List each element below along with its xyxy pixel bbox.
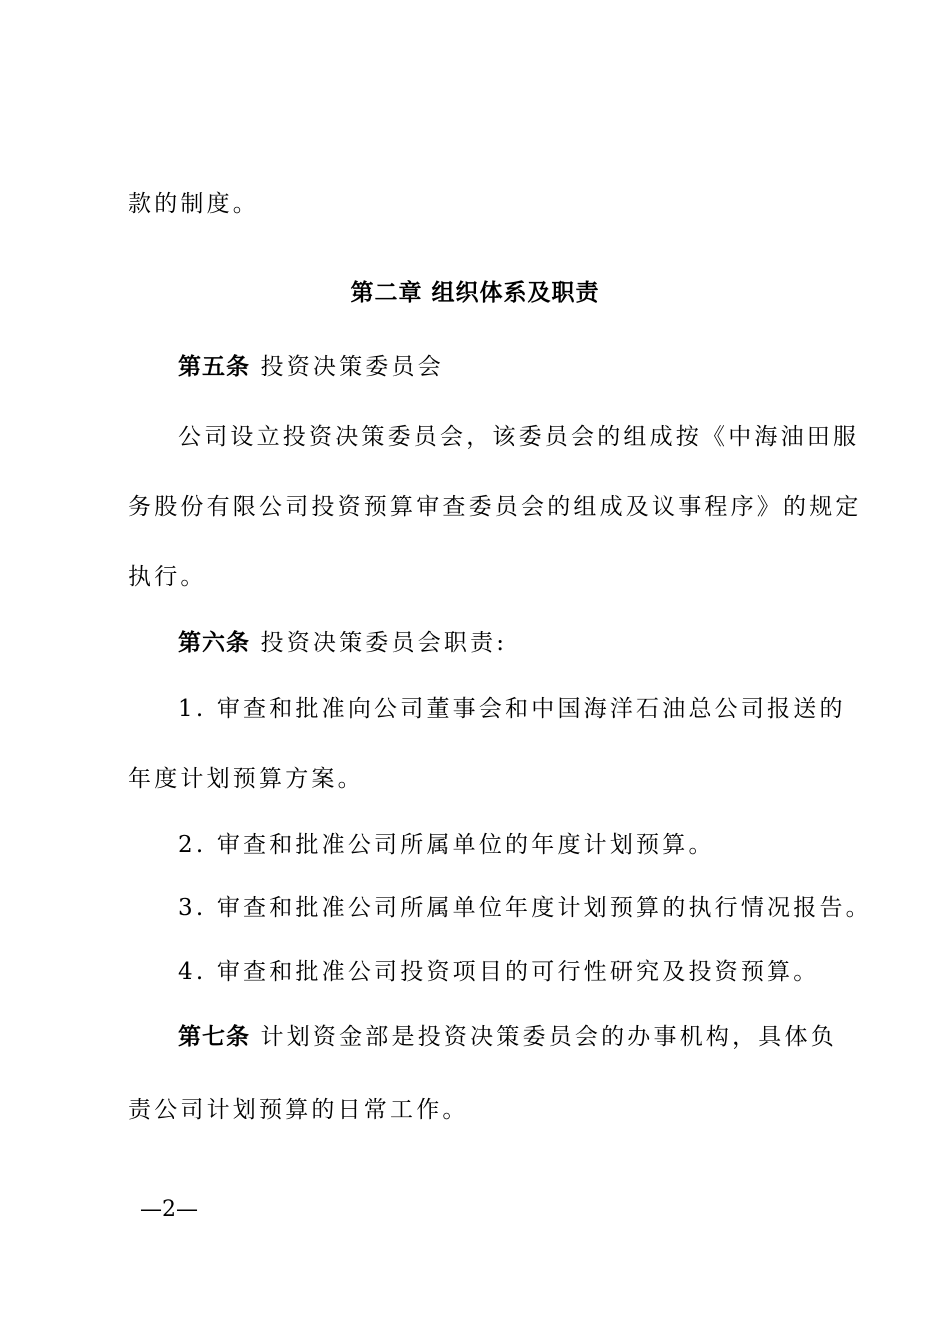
article-7-line-1: [178, 1022, 837, 1052]
article-6-heading: [178, 628, 507, 658]
item-1-line-1: 1. 审查和批准向公司董事会和中国海洋石油总公司报送的: [178, 696, 846, 722]
article-5-label: 第五条: [178, 354, 250, 380]
article-7-text: 计划资金部是投资决策委员会的办事机构，具体负: [250, 1024, 837, 1050]
item-2: 2. 审查和批准公司所属单位的年度计划预算。: [178, 832, 715, 858]
item-1-line-2: 年度计划预算方案。: [128, 766, 364, 792]
chapter-heading: 第二章 组织体系及职责: [350, 280, 600, 306]
article-7-label: 第七条: [178, 1024, 250, 1050]
article-5-paragraph-line-3: 执行。: [128, 564, 207, 590]
item-4: 4. 审查和批准公司投资项目的可行性研究及投资预算。: [178, 959, 820, 985]
article-5-paragraph-line-1: 公司设立投资决策委员会，该委员会的组成按《中海油田服: [178, 424, 860, 450]
article-5-title: 投资决策委员会: [250, 354, 444, 380]
item-3: 3. 审查和批准公司所属单位年度计划预算的执行情况报告。: [178, 895, 872, 921]
article-7-line-2: 责公司计划预算的日常工作。: [128, 1097, 469, 1123]
article-6-title: 投资决策委员会职责:: [250, 630, 508, 656]
article-5-heading: [178, 352, 444, 382]
article-5-paragraph-line-2: 务股份有限公司投资预算审查委员会的组成及议事程序》的规定: [128, 494, 862, 520]
continued-text-line: 款的制度。: [128, 191, 259, 217]
page-number: —2—: [140, 1197, 198, 1222]
article-6-label: 第六条: [178, 630, 250, 656]
